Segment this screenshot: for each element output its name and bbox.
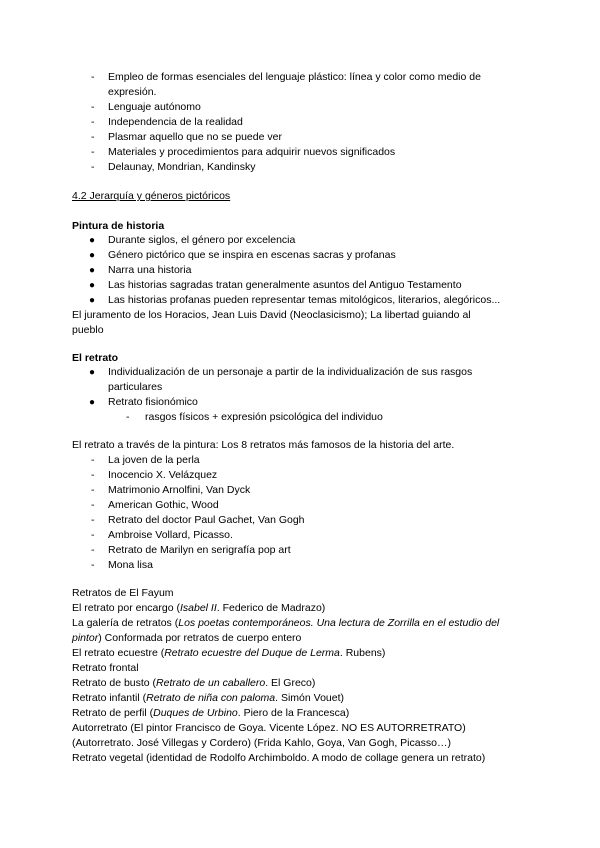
list-item: Lenguaje autónomo (108, 101, 201, 113)
dash-marker: - (91, 469, 95, 481)
famous-portrait-item: Ambroise Vollard, Picasso. (108, 529, 233, 541)
artwork-title: pintor (72, 632, 99, 644)
famous-portrait-item: Retrato de Marilyn en serigrafía pop art (108, 544, 291, 556)
historia-bullet: Narra una historia (108, 264, 192, 276)
historia-bullet: Las historias sagradas tratan generalmente asuntos del Antiguo Testamento (108, 279, 462, 291)
dash-marker: - (91, 484, 95, 496)
type-text: . El Greco) (265, 677, 316, 689)
artwork-title: Los poetas contemporáneos. Una lectura de Zorrilla en el estudio del (178, 617, 500, 629)
list-item-continuation: expresión. (108, 86, 157, 98)
bullet-marker: ● (89, 250, 96, 261)
dash-marker: - (91, 116, 95, 128)
bullet-marker: ● (89, 235, 96, 246)
retrato-bullet-continuation: particulares (108, 381, 163, 393)
bullet-marker: ● (89, 397, 96, 408)
dash-marker: - (91, 544, 95, 556)
type-line-vegetal: Retrato vegetal (identidad de Rodolfo Archimboldo. A modo de collage genera un retrato) (72, 752, 486, 764)
famous-portrait-item: Mona lisa (108, 559, 153, 571)
type-text: . Rubens) (339, 647, 386, 659)
type-line-busto (72, 676, 315, 691)
dash-marker: - (91, 101, 95, 113)
type-line-galeria-cont (72, 631, 301, 646)
type-line-infantil (72, 691, 344, 706)
historia-paragraph: El juramento de los Horacios, Jean Luis David (Neoclasicismo); La libertad guiando al (72, 309, 471, 321)
artwork-title: Retrato de un caballero (156, 677, 266, 689)
type-line-autorretrato: Autorretrato (El pintor Francisco de Goya. Vicente López. NO ES AUTORRETRATO) (72, 722, 466, 734)
dash-marker: - (91, 161, 95, 173)
famous-portrait-item: American Gothic, Wood (108, 499, 219, 511)
type-text: Retrato infantil ( (72, 692, 147, 704)
list-item: Materiales y procedimientos para adquirir nuevos significados (108, 146, 396, 158)
artwork-title: Duques de Urbino (153, 707, 238, 719)
dash-marker: - (91, 454, 95, 466)
type-line-encargo (72, 601, 325, 616)
type-line-frontal: Retrato frontal (72, 662, 139, 674)
famous-portrait-item: Retrato del doctor Paul Gachet, Van Gogh (108, 514, 305, 526)
historia-bullet: Durante siglos, el género por excelencia (108, 234, 296, 246)
famous-portrait-item: La joven de la perla (108, 454, 200, 466)
dash-marker: - (91, 131, 95, 143)
type-line-perfil (72, 706, 349, 721)
type-text: El retrato ecuestre ( (72, 647, 165, 659)
famous-portrait-item: Inocencio X. Velázquez (108, 469, 218, 481)
retrato-sub-bullet: rasgos físicos + expresión psicológica del individuo (145, 411, 383, 423)
artwork-title: Retrato de niña con paloma (146, 692, 276, 704)
famous-portrait-item: Matrimonio Arnolfini, Van Dyck (108, 484, 251, 496)
dash-marker: - (126, 411, 130, 423)
type-text: ) Conformada por retratos de cuerpo entero (98, 632, 302, 644)
type-text: El retrato por encargo ( (72, 602, 180, 614)
bullet-marker: ● (89, 280, 96, 291)
type-text: . Federico de Madrazo) (216, 602, 326, 614)
type-text: Retrato de busto ( (72, 677, 157, 689)
list-item: Plasmar aquello que no se puede ver (108, 131, 282, 143)
list-item: Independencia de la realidad (108, 116, 243, 128)
dash-marker: - (91, 71, 95, 83)
bullet-marker: ● (89, 265, 96, 276)
type-line-galeria (72, 616, 499, 631)
retrato-intro: El retrato a través de la pintura: Los 8 retratos más famosos de la historia del arte. (72, 439, 455, 451)
dash-marker: - (91, 529, 95, 541)
historia-heading: Pintura de historia (72, 220, 165, 232)
type-line-ecuestre (72, 646, 385, 661)
type-line-fayum: Retratos de El Fayum (72, 587, 174, 599)
retrato-heading: El retrato (72, 352, 119, 364)
retrato-bullet: Individualización de un personaje a partir de la individualización de sus rasgos (108, 366, 473, 378)
historia-bullet: Género pictórico que se inspira en escenas sacras y profanas (108, 249, 396, 261)
type-line-autorretrato-cont: (Autorretrato. José Villegas y Cordero) (Frida Kahlo, Goya, Van Gogh, Picasso…) (72, 737, 451, 749)
historia-bullet: Las historias profanas pueden representar temas mitológicos, literarios, alegóricos... (108, 294, 501, 306)
artwork-title: Retrato ecuestre del Duque de Lerma (164, 647, 340, 659)
bullet-marker: ● (89, 295, 96, 306)
section-heading: 4.2 Jerarquía y géneros pictóricos (72, 190, 231, 202)
type-text: Retrato de perfil ( (72, 707, 154, 719)
retrato-bullet: Retrato fisionómico (108, 396, 198, 408)
bullet-marker: ● (89, 367, 96, 378)
artwork-title: Isabel II (179, 602, 217, 614)
type-text: La galería de retratos ( (72, 617, 179, 629)
list-item: Empleo de formas esenciales del lenguaje plástico: línea y color como medio de (108, 71, 481, 83)
list-item: Delaunay, Mondrian, Kandinsky (108, 161, 256, 173)
dash-marker: - (91, 559, 95, 571)
type-text: . Simón Vouet) (275, 692, 344, 704)
type-text: . Piero de la Francesca) (237, 707, 350, 719)
dash-marker: - (91, 499, 95, 511)
historia-paragraph: pueblo (72, 324, 104, 336)
dash-marker: - (91, 146, 95, 158)
dash-marker: - (91, 514, 95, 526)
